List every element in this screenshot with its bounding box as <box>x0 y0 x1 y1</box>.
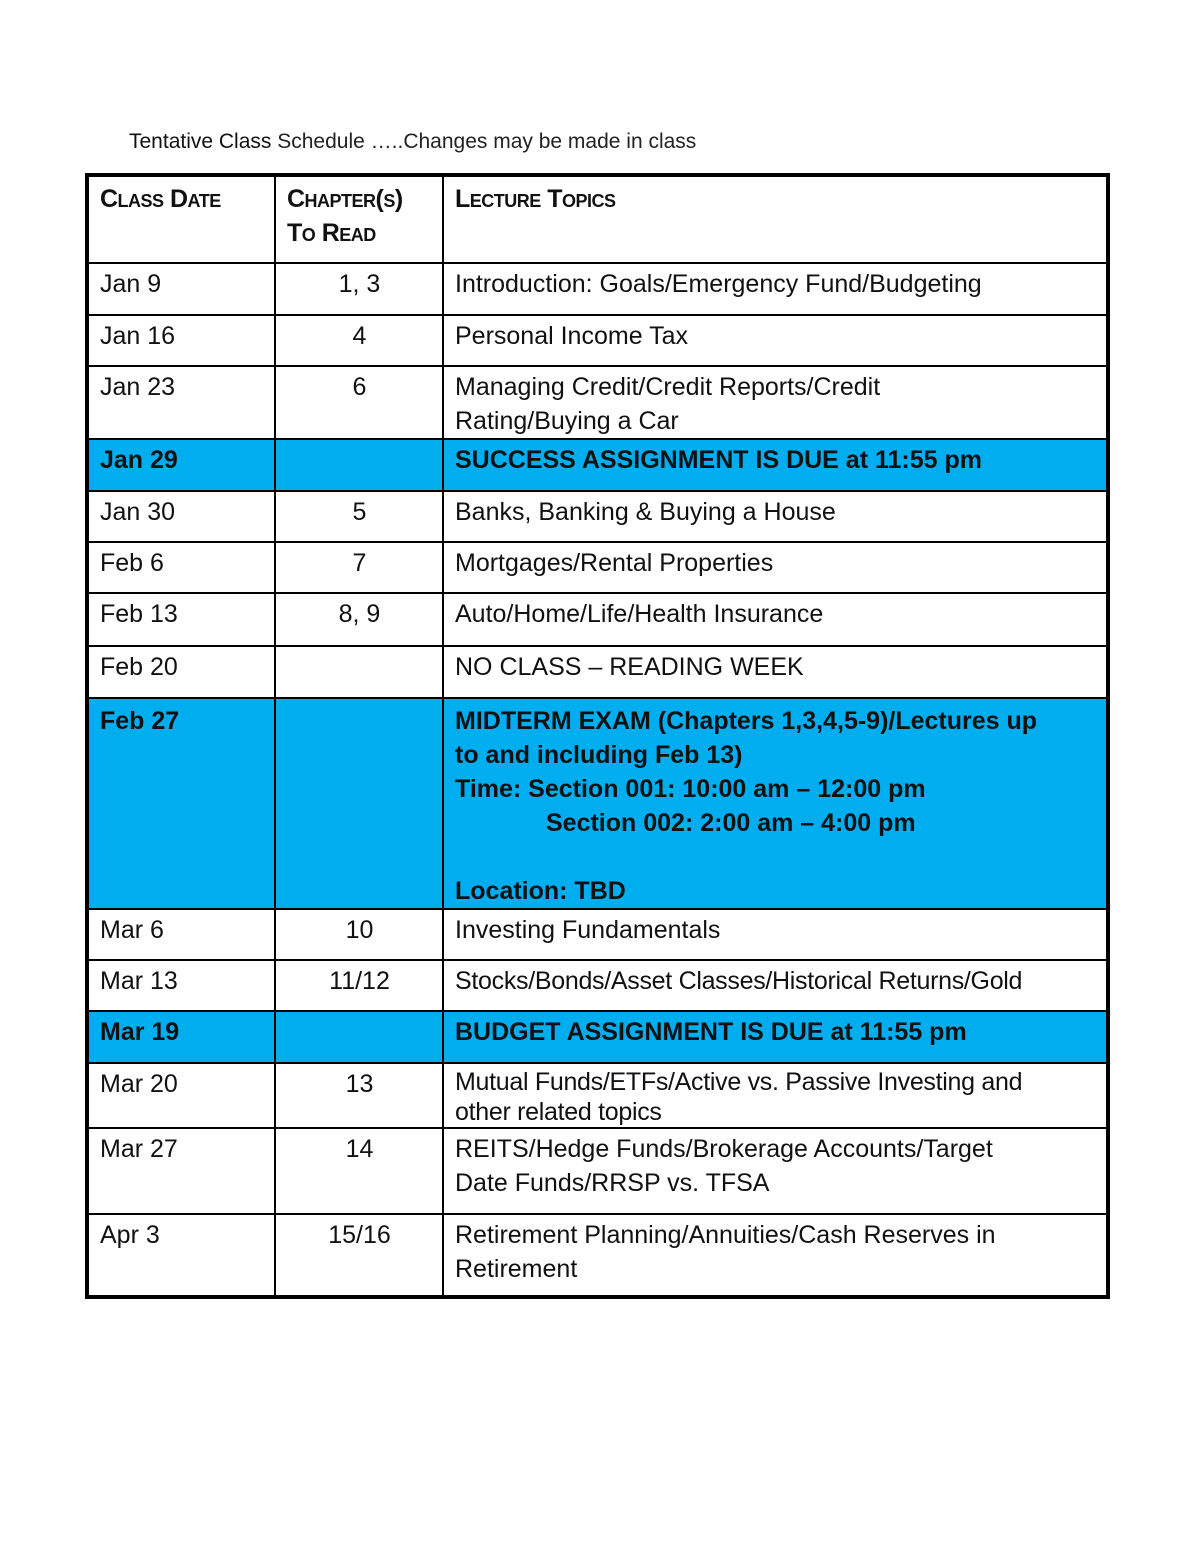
schedule-table <box>85 173 1110 1299</box>
row-topic: Introduction: Goals/Emergency Fund/Budgeting <box>443 263 1108 315</box>
row-date: Jan 30 <box>87 491 275 542</box>
table-row <box>87 909 1108 960</box>
table-row <box>87 1214 1108 1297</box>
caption-part-1: Tentative Class <box>129 130 272 153</box>
row-chapters: 13 <box>275 1063 443 1128</box>
schedule-caption <box>129 130 696 154</box>
row-date: Jan 16 <box>87 315 275 366</box>
header-chapters: Chapter(s) To Read <box>275 175 443 263</box>
row-topic: SUCCESS ASSIGNMENT IS DUE at 11:55 pm <box>443 439 1108 491</box>
table-row <box>87 366 1108 439</box>
row-topic: Mortgages/Rental Properties <box>443 542 1108 593</box>
table-row <box>87 315 1108 366</box>
row-date: Jan 23 <box>87 366 275 439</box>
row-date: Mar 19 <box>87 1011 275 1063</box>
row-date: Mar 27 <box>87 1128 275 1214</box>
table-row-highlight <box>87 439 1108 491</box>
row-date: Mar 20 <box>87 1063 275 1128</box>
row-chapters: 4 <box>275 315 443 366</box>
table-row <box>87 263 1108 315</box>
row-date: Feb 27 <box>87 698 275 909</box>
row-date: Feb 20 <box>87 646 275 698</box>
row-chapters <box>275 698 443 909</box>
row-chapters: 8, 9 <box>275 593 443 646</box>
table-row-highlight <box>87 698 1108 909</box>
row-topic: BUDGET ASSIGNMENT IS DUE at 11:55 pm <box>443 1011 1108 1063</box>
table-header-row <box>87 175 1108 263</box>
row-chapters <box>275 646 443 698</box>
table-row <box>87 646 1108 698</box>
row-topic: REITS/Hedge Funds/Brokerage Accounts/Target Date Funds/RRSP vs. TFSA <box>443 1128 1108 1214</box>
row-chapters: 10 <box>275 909 443 960</box>
row-date: Feb 13 <box>87 593 275 646</box>
row-topic: Managing Credit/Credit Reports/Credit Rating/Buying a Car <box>443 366 1108 439</box>
row-chapters: 11/12 <box>275 960 443 1011</box>
table-row <box>87 491 1108 542</box>
row-date: Mar 13 <box>87 960 275 1011</box>
table-row <box>87 960 1108 1011</box>
table-row-highlight <box>87 1011 1108 1063</box>
row-topic: Stocks/Bonds/Asset Classes/Historical Returns/Gold <box>443 960 1108 1011</box>
row-chapters: 5 <box>275 491 443 542</box>
table-row <box>87 542 1108 593</box>
row-date: Mar 6 <box>87 909 275 960</box>
row-topic: Retirement Planning/Annuities/Cash Reserves in Retirement <box>443 1214 1108 1297</box>
header-class-date: Class Date <box>87 175 275 263</box>
row-topic: MIDTERM EXAM (Chapters 1,3,4,5-9)/Lectures up to and including Feb 13) Time: Section 001: 10:00 am – 12:00 pm Section 002: 2:00 am – 4:00 pm Location: TBD <box>443 698 1108 909</box>
row-chapters: 14 <box>275 1128 443 1214</box>
table-row <box>87 1063 1108 1128</box>
row-chapters: 15/16 <box>275 1214 443 1297</box>
table-row <box>87 1128 1108 1214</box>
table-row <box>87 593 1108 646</box>
row-chapters <box>275 439 443 491</box>
row-date: Jan 29 <box>87 439 275 491</box>
row-chapters: 1, 3 <box>275 263 443 315</box>
header-lecture-topics: Lecture Topics <box>443 175 1108 263</box>
row-date: Feb 6 <box>87 542 275 593</box>
row-topic: Personal Income Tax <box>443 315 1108 366</box>
row-chapters: 6 <box>275 366 443 439</box>
row-chapters: 7 <box>275 542 443 593</box>
row-date: Apr 3 <box>87 1214 275 1297</box>
row-topic: Banks, Banking & Buying a House <box>443 491 1108 542</box>
row-topic: NO CLASS – READING WEEK <box>443 646 1108 698</box>
row-date: Jan 9 <box>87 263 275 315</box>
row-topic: Mutual Funds/ETFs/Active vs. Passive Investing and other related topics <box>443 1063 1108 1128</box>
row-topic: Investing Fundamentals <box>443 909 1108 960</box>
row-chapters <box>275 1011 443 1063</box>
row-topic: Auto/Home/Life/Health Insurance <box>443 593 1108 646</box>
caption-part-2: Schedule …..Changes may be made in class <box>271 130 697 153</box>
